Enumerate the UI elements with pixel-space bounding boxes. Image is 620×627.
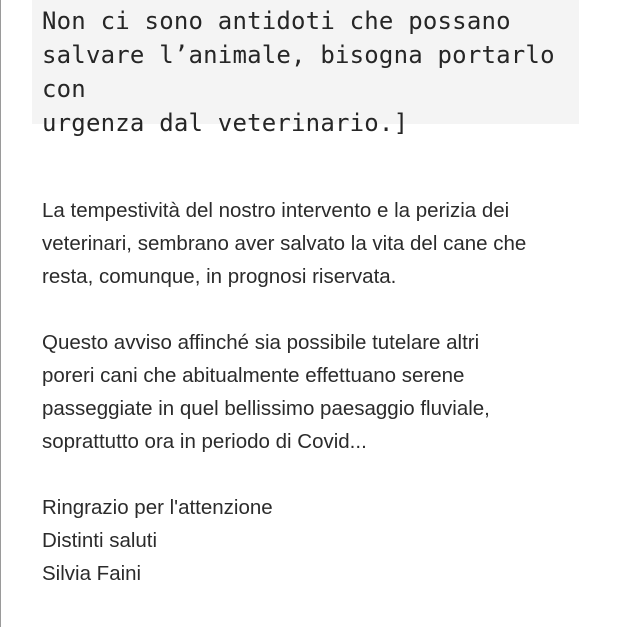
paragraph-closing-signature: Ringrazio per l'attenzione Distinti saluti Silvia Faini — [42, 496, 273, 585]
paragraph-intervention: La tempestività del nostro intervento e la perizia dei veterinari, sembrano aver salvato la vita del cane che resta, comunque, in prognosi riservata. — [42, 199, 527, 288]
page-left-border — [0, 0, 1, 627]
paragraph-warning: Questo avviso affinché sia possibile tutelare altri poreri cani che abitualmente effettuano serene passeggiate in quel bellissimo paesaggio fluviale, soprattutto ora in periodo di Covid... — [42, 331, 490, 453]
quote-text: Non ci sono antidoti che possano salvare l’animale, bisogna portarlo con urgenza dal veterinario.] — [42, 7, 555, 137]
